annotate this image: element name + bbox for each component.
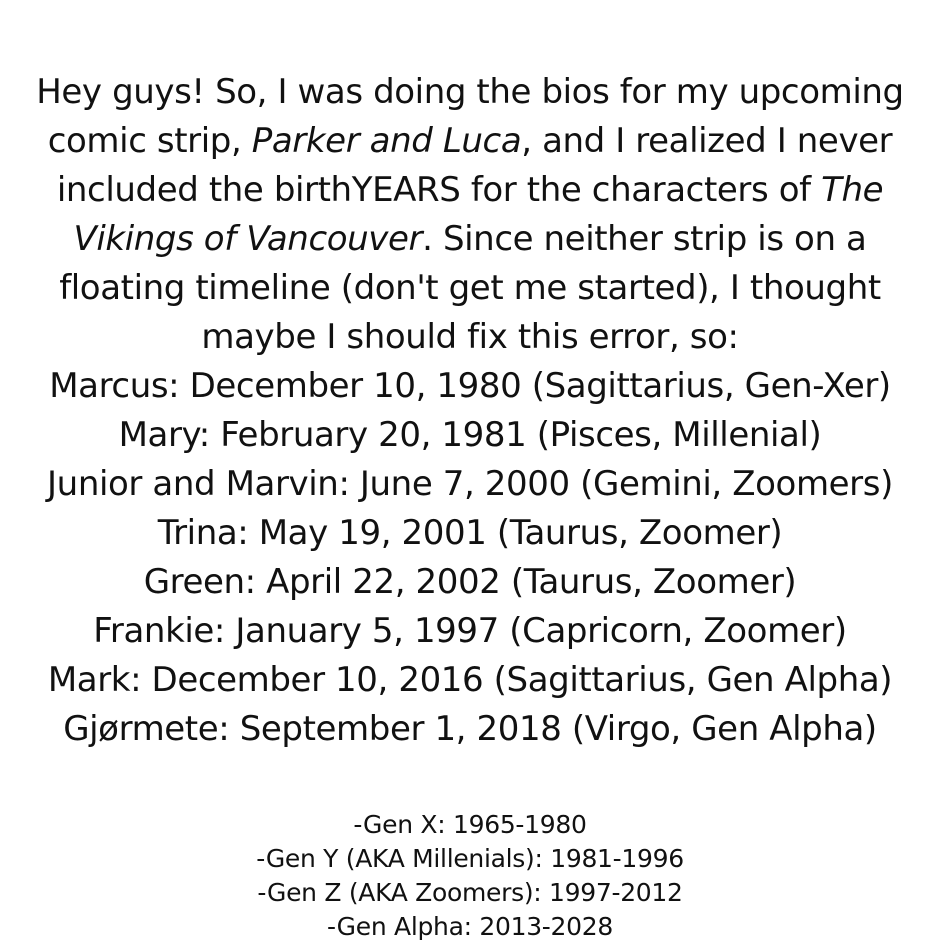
character-mark: Mark: December 10, 2016 (Sagittarius, Gen Alpha) <box>47 660 893 700</box>
intro-line-2 <box>0 117 940 166</box>
generation-gen-y: -Gen Y (AKA Millenials): 1981-1996 <box>256 844 684 873</box>
intro-line-4 <box>0 215 940 264</box>
character-marcus: Marcus: December 10, 1980 (Sagittarius, Gen-Xer) <box>49 366 891 406</box>
character-gjormete: Gjørmete: September 1, 2018 (Virgo, Gen Alpha) <box>63 709 877 749</box>
main-text-block <box>0 68 940 754</box>
intro-line-2-start: comic strip, <box>47 121 252 161</box>
character-frankie: Frankie: January 5, 1997 (Capricorn, Zoomer) <box>93 611 847 651</box>
comic-title-parker-and-luca: Parker and Luca <box>251 121 522 161</box>
intro-line-1: Hey guys! So, I was doing the bios for my upcoming <box>36 72 904 112</box>
intro-line-4-end: . Since neither strip is on a <box>422 219 867 259</box>
generation-footnotes <box>0 808 940 944</box>
intro-line-6: maybe I should fix this error, so: <box>201 317 739 357</box>
generation-gen-alpha: -Gen Alpha: 2013-2028 <box>327 912 613 941</box>
intro-line-3-start: included the birthYEARS for the characters of <box>56 170 822 210</box>
character-green: Green: April 22, 2002 (Taurus, Zoomer) <box>143 562 797 602</box>
generation-gen-x: -Gen X: 1965-1980 <box>353 810 587 839</box>
comic-title-vikings-part-1: The <box>821 170 884 210</box>
character-mary: Mary: February 20, 1981 (Pisces, Millenial) <box>118 415 822 455</box>
character-trina: Trina: May 19, 2001 (Taurus, Zoomer) <box>157 513 783 553</box>
intro-line-3 <box>0 166 940 215</box>
character-junior-and-marvin: Junior and Marvin: June 7, 2000 (Gemini, Zoomers) <box>47 464 893 504</box>
generation-gen-z: -Gen Z (AKA Zoomers): 1997-2012 <box>257 878 683 907</box>
intro-line-5: floating timeline (don't get me started), I thought <box>59 268 881 308</box>
intro-line-2-end: , and I realized I never <box>521 121 893 161</box>
comic-title-vikings-part-2: Vikings of Vancouver <box>73 219 423 259</box>
